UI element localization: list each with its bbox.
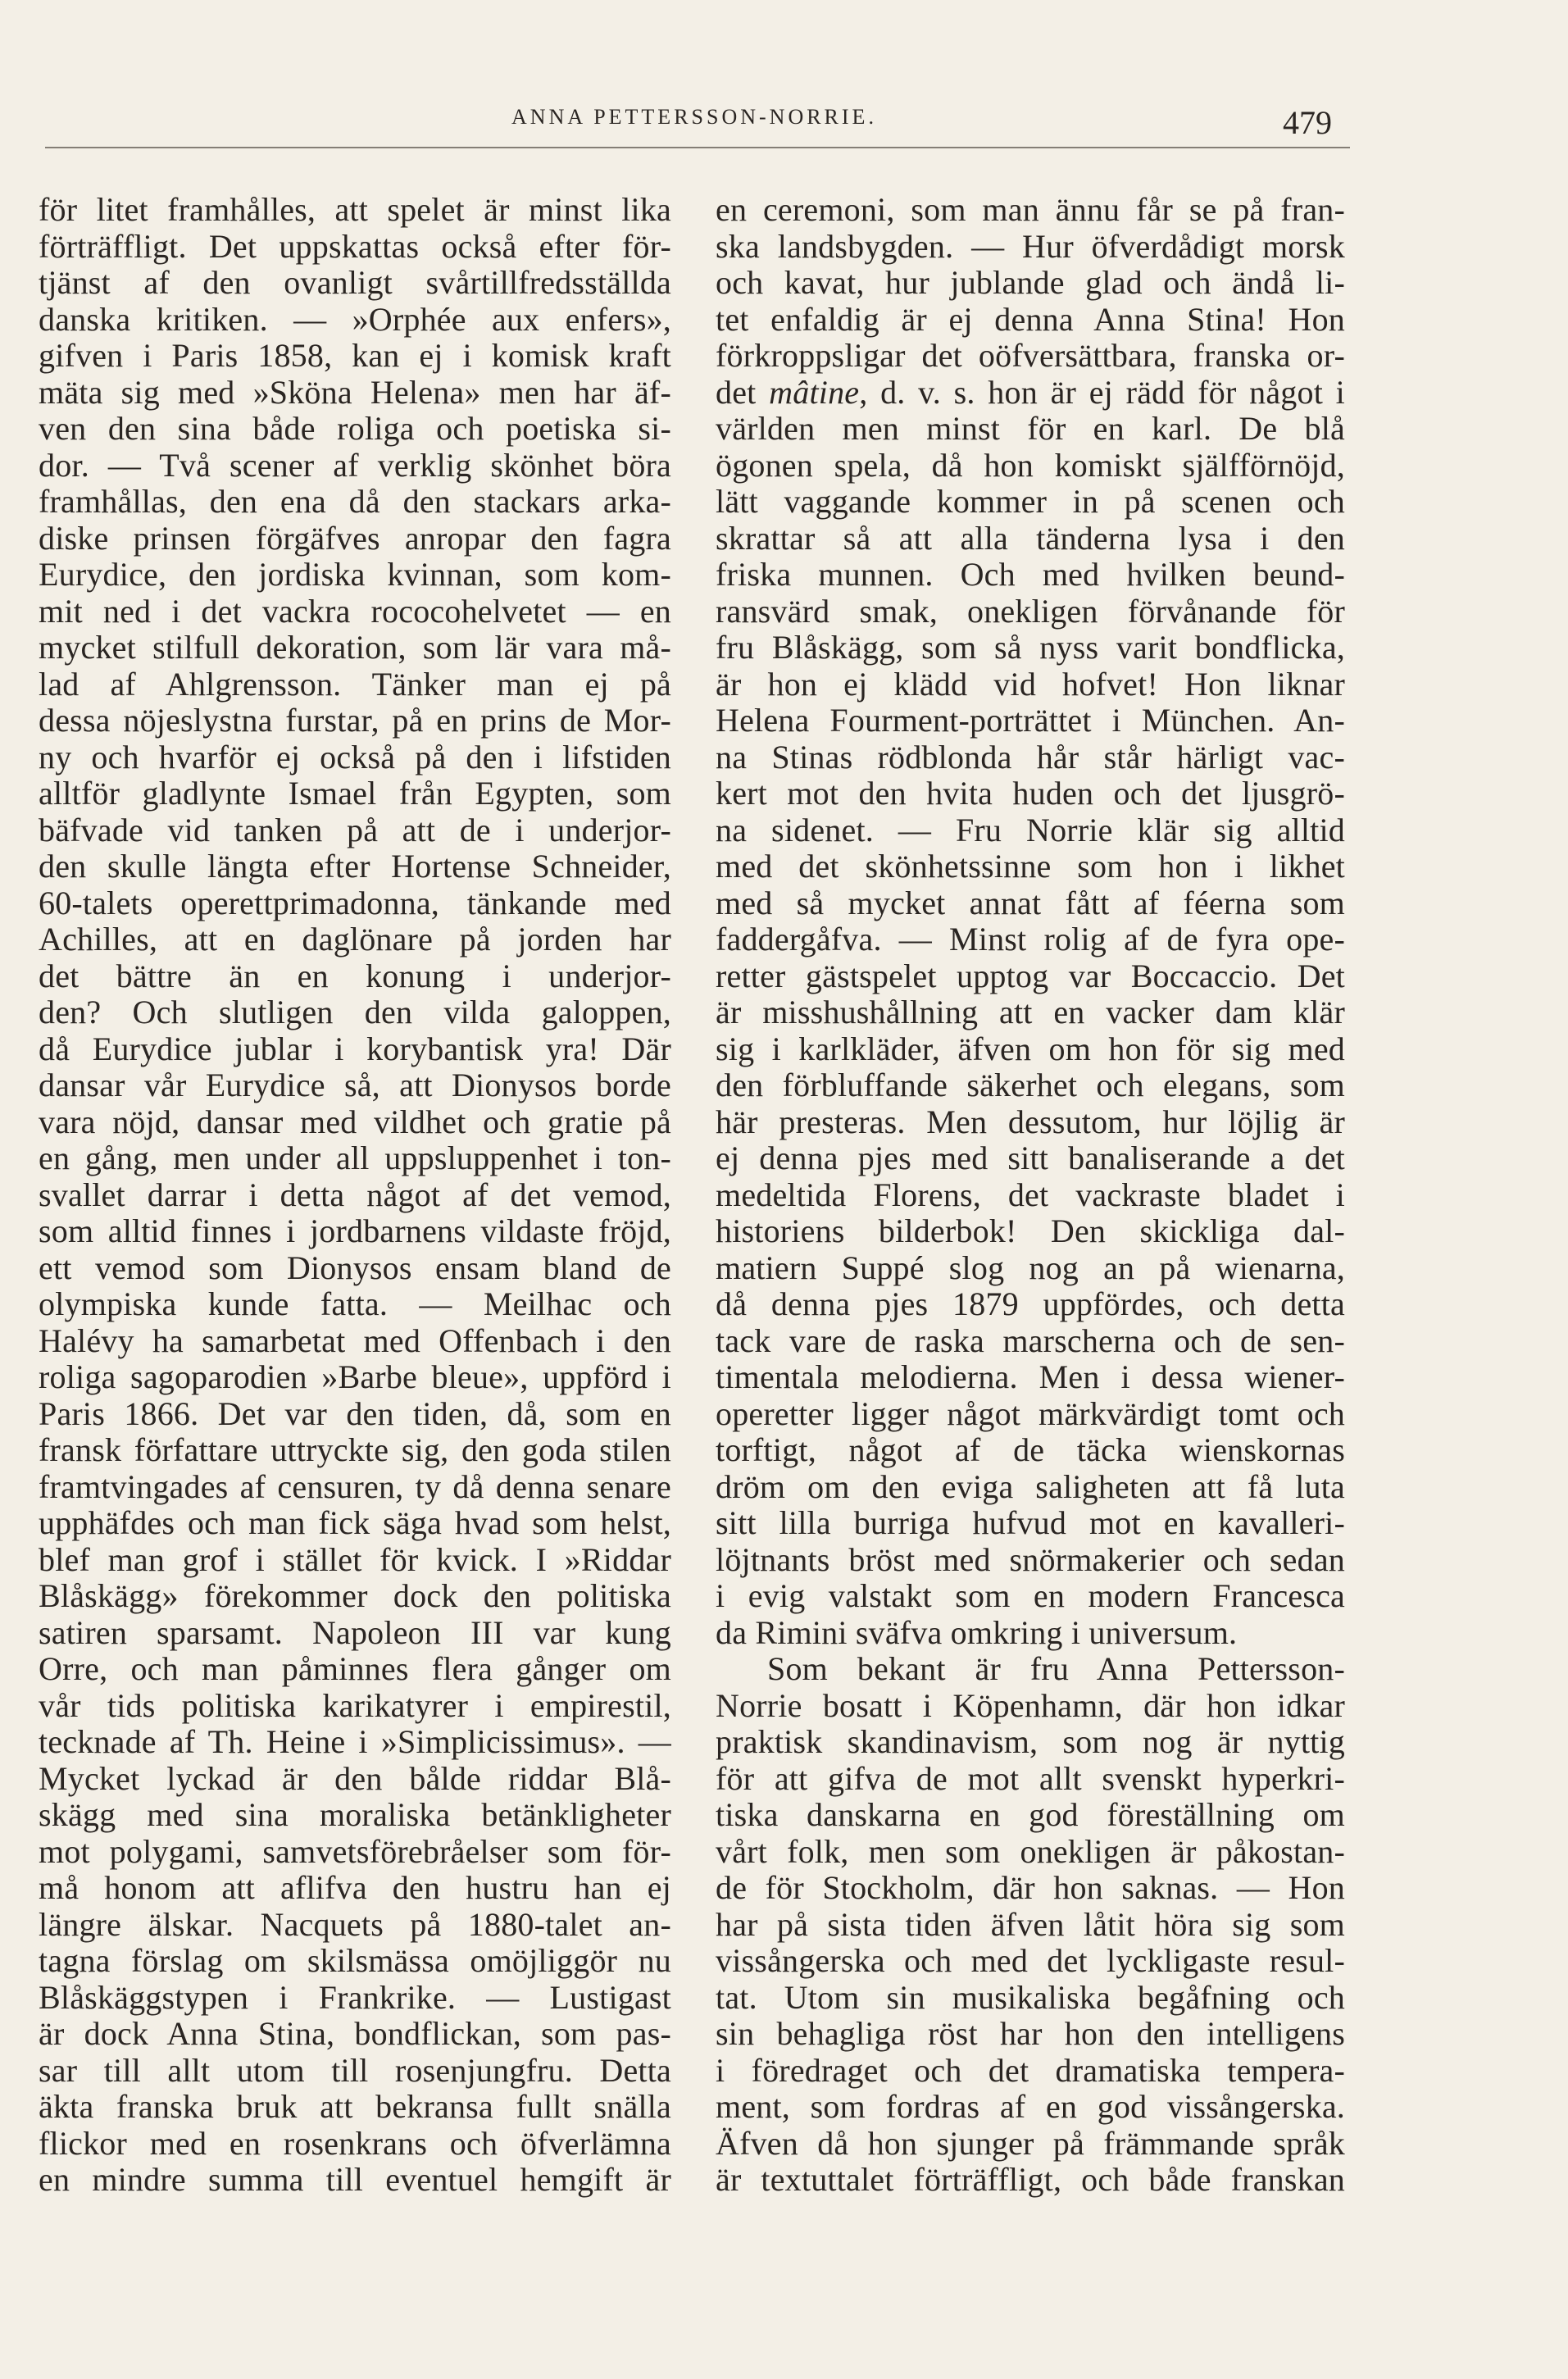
text-line: i föredraget och det dramatiska tempera-	[716, 2051, 1345, 2089]
text-line: svallet darrar i detta något af det vemod,	[39, 1176, 671, 1213]
text-line: tack vare de raska marscherna och de sen-	[716, 1321, 1345, 1359]
text-line: fransk författare uttryckte sig, den goda stilen	[39, 1431, 671, 1468]
page-number: 479	[1283, 104, 1332, 141]
text-line: Orre, och man påminnes flera gånger om	[39, 1650, 671, 1687]
text-line	[716, 375, 1345, 412]
text-line: en gång, men under all uppsluppenhet i ton-	[39, 1139, 671, 1176]
text-line: blef man grof i stället för kvick. I »Riddar	[39, 1540, 671, 1578]
text-line: för att gifva de mot allt svenskt hyperkri-	[716, 1759, 1345, 1797]
text-line: med så mycket annat fått af féerna som	[716, 884, 1345, 921]
text-line: förkroppsligar det oöfversättbara, franska or-	[716, 337, 1345, 374]
text-line: skägg med sina moraliska betänkligheter	[39, 1796, 671, 1833]
text-line: Blåskäggstypen i Frankrike. — Lustigast	[39, 1978, 671, 2016]
header-rule	[45, 147, 1350, 148]
text-line: historiens bilderbok! Den skickliga dal-	[716, 1212, 1345, 1249]
text-line: ven den sina både roliga och poetiska si-	[39, 410, 671, 447]
text-line: tagna förslag om skilsmässa omöjliggör nu	[39, 1942, 671, 1979]
text-line: ett vemod som Dionysos ensam bland de	[39, 1249, 671, 1286]
text-line: torftigt, något af de täcka wienskornas	[716, 1431, 1345, 1468]
text-line: praktisk skandinavism, som nog är nyttig	[716, 1723, 1345, 1760]
text-line: för litet framhålles, att spelet är minst lika	[39, 191, 671, 228]
text-line: friska munnen. Och med hvilken beund-	[716, 556, 1345, 593]
text-line: ögonen spela, då hon komiskt själfförnöjd,	[716, 446, 1345, 484]
text-line: da Rimini sväfva omkring i universum.	[716, 1613, 1238, 1651]
text-line: här presteras. Men dessutom, hur löjlig är	[716, 1103, 1345, 1140]
text-line: mäta sig med »Sköna Helena» men har äf-	[39, 373, 671, 411]
right-column	[716, 192, 1345, 2199]
text-line: diske prinsen förgäfves anropar den fagra	[39, 519, 671, 557]
text-line: sig i karlkläder, äfven om hon för sig med	[716, 1030, 1345, 1067]
left-column	[39, 192, 671, 2199]
text-line: ransvärd smak, onekligen förvånande för	[716, 592, 1345, 630]
text-line: Äfven då hon sjunger på främmande språk	[716, 2124, 1345, 2162]
text-line: en mindre summa till eventuel hemgift är	[39, 2161, 671, 2198]
text-line: dröm om den eviga saligheten att få luta	[716, 1467, 1345, 1505]
text-line: lätt vaggande kommer in på scenen och	[716, 483, 1345, 520]
text-line: då Eurydice jublar i korybantisk yra! Där	[39, 1030, 671, 1067]
text-line: kert mot den hvita huden och det ljusgrö-	[716, 775, 1345, 812]
text-line: timentala melodierna. Men i dessa wiener-	[716, 1358, 1345, 1395]
text-line: är textuttalet förträffligt, och både franskan	[716, 2161, 1345, 2198]
text-line: dansar vår Eurydice så, att Dionysos borde	[39, 1067, 671, 1103]
text-line: förträffligt. Det uppskattas också efter för-	[39, 227, 671, 265]
text-line: tet enfaldig är ej denna Anna Stina! Hon	[716, 300, 1345, 338]
text-line: ej denna pjes med sitt banaliserande a det	[716, 1139, 1345, 1176]
text-line: sar till allt utom till rosenjungfru. Detta	[39, 2051, 671, 2089]
text-line: tiska danskarna en god föreställning om	[716, 1796, 1345, 1833]
text-line: då denna pjes 1879 uppfördes, och detta	[716, 1285, 1345, 1322]
text-line: äkta franska bruk att bekransa fullt snälla	[39, 2088, 671, 2125]
text-line: vårt folk, men som onekligen är påkostan-	[716, 1832, 1345, 1870]
text-line: sitt lilla burriga hufvud mot en kavalleri-	[716, 1504, 1345, 1541]
running-head: ANNA PETTERSSON-NORRIE.	[511, 105, 877, 129]
text-line: vara nöjd, dansar med vildhet och gratie på	[39, 1103, 671, 1140]
text-line: mot polygami, samvetsförebråelser som för-	[39, 1832, 671, 1870]
text-line: na Stinas rödblonda hår står härligt vac-	[716, 738, 1345, 776]
text-line: ny och hvarför ej också på den i lifstiden	[39, 738, 671, 776]
text-line: den? Och slutligen den vilda galoppen,	[39, 994, 671, 1030]
text-line: tecknade af Th. Heine i »Simplicissimus». —	[39, 1723, 671, 1760]
text-segment: , d. v. s. hon är ej rädd för något i	[859, 373, 1345, 411]
text-line: med det skönhetssinne som hon i likhet	[716, 848, 1345, 885]
text-line: faddergåfva. — Minst rolig af de fyra ope-	[716, 921, 1345, 958]
text-line: satiren sparsamt. Napoleon III var kung	[39, 1613, 671, 1651]
text-line: Blåskägg» förekommer dock den politiska	[39, 1577, 671, 1614]
text-line: operetter ligger något märkvärdigt tomt och	[716, 1394, 1345, 1432]
text-line: dessa nöjeslystna furstar, på en prins de Mor-	[39, 702, 671, 739]
text-line: flickor med en rosenkrans och öfverlämna	[39, 2124, 671, 2162]
text-line: vissångerska och med det lyckligaste resul-	[716, 1942, 1345, 1979]
text-line: må honom att aflifva den hustru han ej	[39, 1869, 671, 1906]
text-line: retter gästspelet upptog var Boccaccio. Det	[716, 957, 1345, 994]
text-line: en ceremoni, som man ännu får se på fran-	[716, 191, 1345, 228]
text-line: ska landsbygden. — Hur öfverdådigt morsk	[716, 227, 1345, 265]
text-line: matiern Suppé slog nog an på wienarna,	[716, 1249, 1345, 1286]
text-line: Som bekant är fru Anna Pettersson-	[767, 1650, 1345, 1687]
text-line: gifven i Paris 1858, kan ej i komisk kraft	[39, 337, 671, 374]
text-line: det bättre än en konung i underjor-	[39, 957, 671, 994]
text-line: Helena Fourment-porträttet i München. An-	[716, 702, 1345, 739]
text-line: tat. Utom sin musikaliska begåfning och	[716, 1978, 1345, 2016]
text-line: har på sista tiden äfven låtit höra sig som	[716, 1905, 1345, 1943]
text-line: mycket stilfull dekoration, som lär vara må-	[39, 629, 671, 666]
text-line: Achilles, att en daglönare på jorden har	[39, 921, 671, 958]
text-line: Mycket lyckad är den bålde riddar Blå-	[39, 1759, 671, 1797]
text-line: i evig valstakt som en modern Francesca	[716, 1577, 1345, 1614]
text-line: Halévy ha samarbetat med Offenbach i den	[39, 1321, 671, 1359]
text-line: framhållas, den ena då den stackars arka-	[39, 483, 671, 520]
text-line: olympiska kunde fatta. — Meilhac och	[39, 1285, 671, 1322]
text-line: är hon ej klädd vid hofvet! Hon liknar	[716, 665, 1345, 703]
text-line: ment, som fordras af en god vissångerska.	[716, 2088, 1345, 2125]
text-line: löjtnants bröst med snörmakerier och sedan	[716, 1540, 1345, 1578]
text-line: 60-talets operettprimadonna, tänkande med	[39, 884, 671, 921]
text-line: Eurydice, den jordiska kvinnan, som kom-	[39, 556, 671, 593]
text-line: de för Stockholm, där hon saknas. — Hon	[716, 1869, 1345, 1906]
text-line: vår tids politiska karikatyrer i empirestil,	[39, 1686, 671, 1724]
text-line: framtvingades af censuren, ty då denna senare	[39, 1467, 671, 1505]
text-line: lad af Ahlgrensson. Tänker man ej på	[39, 665, 671, 703]
text-line: den skulle längta efter Hortense Schneider,	[39, 848, 671, 885]
text-line: är misshushållning att en vacker dam klär	[716, 994, 1345, 1030]
text-line: roliga sagoparodien »Barbe bleue», uppförd i	[39, 1358, 671, 1395]
text-line: världen men minst för en karl. De blå	[716, 410, 1345, 447]
text-line: är dock Anna Stina, bondflickan, som pas-	[39, 2015, 671, 2052]
text-line: tjänst af den ovanligt svårtillfredsställda	[39, 264, 671, 301]
text-line: dor. — Två scener af verklig skönhet böra	[39, 446, 671, 484]
text-line: Norrie bosatt i Köpenhamn, där hon idkar	[716, 1686, 1345, 1724]
text-line: upphäfdes och man fick säga hvad som helst,	[39, 1504, 671, 1541]
text-line: alltför gladlynte Ismael från Egypten, som	[39, 775, 671, 812]
text-line: danska kritiken. — »Orphée aux enfers»,	[39, 300, 671, 338]
italic-word: mâtine	[769, 373, 860, 411]
text-line: den förbluffande säkerhet och elegans, som	[716, 1067, 1345, 1103]
text-line: na sidenet. — Fru Norrie klär sig alltid	[716, 811, 1345, 848]
text-line: bäfvade vid tanken på att de i underjor-	[39, 811, 671, 848]
text-line: som alltid finnes i jordbarnens vildaste fröjd,	[39, 1212, 671, 1249]
text-line: Paris 1866. Det var den tiden, då, som en	[39, 1394, 671, 1432]
text-line: längre älskar. Nacquets på 1880-talet an-	[39, 1905, 671, 1943]
text-line: fru Blåskägg, som så nyss varit bondflicka,	[716, 629, 1345, 666]
text-line: och kavat, hur jublande glad och ändå li-	[716, 264, 1345, 301]
text-line: medeltida Florens, det vackraste bladet i	[716, 1176, 1345, 1213]
text-line: skrattar så att alla tänderna lysa i den	[716, 519, 1345, 557]
text-segment: det	[716, 373, 770, 411]
text-line: mit ned i det vackra rococohelvetet — en	[39, 592, 671, 630]
text-line: sin behagliga röst har hon den intelligens	[716, 2015, 1345, 2052]
